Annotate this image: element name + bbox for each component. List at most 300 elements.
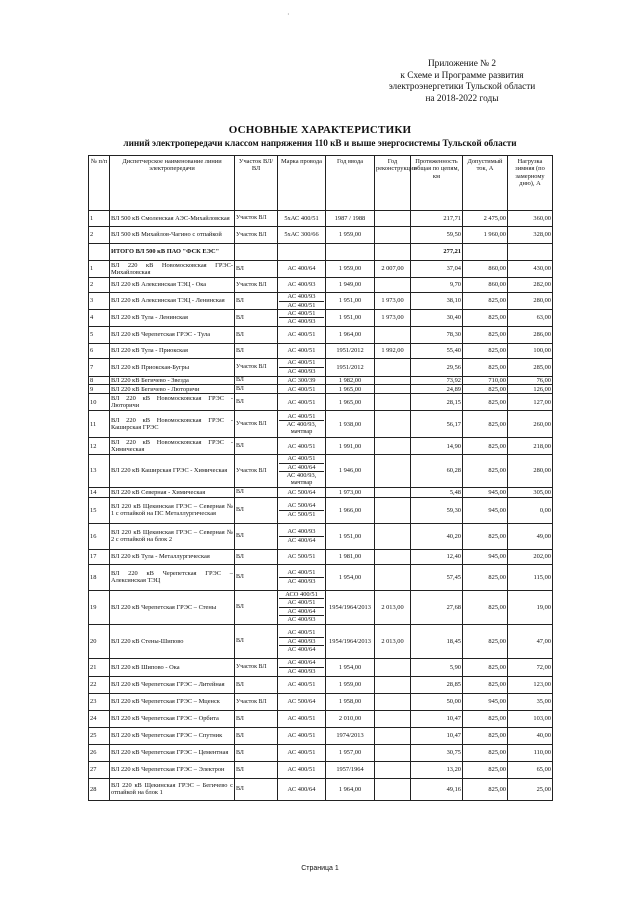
row-number: 7 <box>89 358 110 376</box>
allowable-current: 825,00 <box>463 293 508 310</box>
wire-brand: АС 400/64 <box>287 265 316 273</box>
commission-year: 1954/1964/2013 <box>326 624 375 658</box>
section-type: ВЛ <box>235 343 278 358</box>
row-number: 18 <box>89 564 110 590</box>
winter-load: 0,00 <box>508 497 553 523</box>
wire-brand-cell <box>278 376 326 384</box>
wire-brand: АС 500/64 <box>287 698 316 706</box>
allowable-current: 945,00 <box>463 497 508 523</box>
allowable-current: 945,00 <box>463 487 508 497</box>
line-name: ВЛ 220 кВ Черепетская ГРЭС – Мценск <box>110 693 235 710</box>
row-number: 1 <box>89 261 110 278</box>
reconstruction-year <box>375 438 411 455</box>
header-load: Нагрузка зимняя (по замерному дню), А <box>508 156 553 211</box>
commission-year: 1 964,00 <box>326 326 375 343</box>
row-number: 1 <box>89 211 110 227</box>
section-type: ВЛ <box>235 744 278 761</box>
wire-brand: АС 400/93 <box>279 577 324 585</box>
header-name: Диспетчерское наименование линии электропередачи <box>110 156 235 211</box>
row-number: 20 <box>89 624 110 658</box>
wire-brand: АС 400/64 <box>279 463 324 471</box>
section-type: ВЛ <box>235 487 278 497</box>
line-length: 10,47 <box>411 710 463 727</box>
wire-brand: АС 400/93, мачтвар <box>279 420 324 436</box>
table-row <box>89 358 553 376</box>
line-length: 30,40 <box>411 310 463 327</box>
row-number: 28 <box>89 778 110 800</box>
wire-brand-cell <box>278 211 326 227</box>
table-row <box>89 376 553 384</box>
wire-brand: АС 400/93 <box>279 367 324 375</box>
winter-load: 19,00 <box>508 590 553 624</box>
wire-brand-cell <box>278 244 326 261</box>
table-row <box>89 394 553 411</box>
winter-load: 40,00 <box>508 727 553 744</box>
section-type: Участок ВЛ <box>235 693 278 710</box>
table-row <box>89 778 553 800</box>
section-type: ВЛ <box>235 761 278 778</box>
commission-year: 1 951,00 <box>326 523 375 549</box>
appendix-line-1: Приложение № 2 <box>427 59 497 69</box>
wire-brand: АС 500/64 <box>287 502 316 510</box>
line-name: ВЛ 220 кВ Шипово - Ока <box>110 658 235 676</box>
row-number: 21 <box>89 658 110 676</box>
table-row <box>89 549 553 564</box>
line-length: 14,90 <box>411 438 463 455</box>
allowable-current: 825,00 <box>463 411 508 438</box>
section-type: ВЛ <box>235 590 278 624</box>
commission-year: 1 958,00 <box>326 693 375 710</box>
winter-load: 123,00 <box>508 676 553 693</box>
winter-load: 218,00 <box>508 438 553 455</box>
line-length: 40,20 <box>411 523 463 549</box>
line-name: ВЛ 220 кВ Тула - Приокская <box>110 343 235 358</box>
winter-load: 430,00 <box>508 261 553 278</box>
commission-year: 1 951,00 <box>326 293 375 310</box>
commission-year: 1 959,00 <box>326 227 375 244</box>
line-length: 55,40 <box>411 343 463 358</box>
line-length: 60,28 <box>411 455 463 488</box>
line-length: 37,04 <box>411 261 463 278</box>
wire-brand: 5хАС 400/51 <box>284 214 319 222</box>
table-row <box>89 211 553 227</box>
section-type: ВЛ <box>235 624 278 658</box>
row-number: 24 <box>89 710 110 727</box>
row-number: 5 <box>89 326 110 343</box>
winter-load: 65,00 <box>508 761 553 778</box>
commission-year: 1 951,00 <box>326 310 375 327</box>
wire-brand: АС 400/93 <box>287 528 316 536</box>
allowable-current: 825,00 <box>463 744 508 761</box>
table-row <box>89 497 553 523</box>
reconstruction-year <box>375 278 411 293</box>
line-name: ВЛ 220 кВ Бегичево - Люторичи <box>110 385 235 394</box>
winter-load: 280,00 <box>508 455 553 488</box>
wire-brand-cell <box>278 710 326 727</box>
line-name: ВЛ 500 кВ Михайлов-Чагино с отпайкой <box>110 227 235 244</box>
wire-brand: АС 400/64 <box>279 607 324 615</box>
reconstruction-year: 2 007,00 <box>375 261 411 278</box>
commission-year: 1 938,00 <box>326 411 375 438</box>
line-name: ВЛ 220 кВ Приокская-Бугры <box>110 358 235 376</box>
allowable-current: 825,00 <box>463 564 508 590</box>
line-name: ВЛ 220 кВ Щекинская ГРЭС – Северная № 1 с отпайкой на ПС Металлургическая <box>110 497 235 523</box>
commission-year: 1 966,00 <box>326 497 375 523</box>
wire-brand-cell <box>278 326 326 343</box>
section-type: ВЛ <box>235 438 278 455</box>
section-type: ВЛ <box>235 564 278 590</box>
row-number: 14 <box>89 487 110 497</box>
line-name: ВЛ 220 кВ Новомосковская ГРЭС - Люторичи <box>111 394 233 410</box>
section-type: ВЛ <box>235 326 278 343</box>
document-title <box>60 124 580 148</box>
wire-brand: АС 500/64 <box>287 488 316 496</box>
line-name: ВЛ 220 кВ Алексинская ТЭЦ - Ленинская <box>110 293 235 310</box>
reconstruction-year <box>375 411 411 438</box>
wire-brand: АС 400/51 <box>287 331 316 339</box>
commission-year: 1951/2012 <box>326 343 375 358</box>
reconstruction-year <box>375 497 411 523</box>
section-type: ВЛ <box>235 523 278 549</box>
allowable-current: 825,00 <box>463 343 508 358</box>
allowable-current: 825,00 <box>463 710 508 727</box>
scan-mark: · <box>287 10 290 19</box>
allowable-current: 825,00 <box>463 761 508 778</box>
wire-brand-cell <box>278 693 326 710</box>
table-row <box>89 676 553 693</box>
line-length: 78,30 <box>411 326 463 343</box>
line-name: ВЛ 220 кВ Новомосковская ГРЭС - Каширская ГРЭС <box>110 411 235 438</box>
winter-load: 115,00 <box>508 564 553 590</box>
wire-brand-cell <box>278 394 326 411</box>
allowable-current: 945,00 <box>463 549 508 564</box>
section-type: ВЛ <box>235 310 278 327</box>
winter-load: 127,00 <box>508 394 553 411</box>
commission-year: 1 957,00 <box>326 744 375 761</box>
wire-brand: АС 400/51 <box>279 598 324 606</box>
line-length: 50,00 <box>411 693 463 710</box>
line-name: ВЛ 220 кВ Черепетская ГРЭС – Электрон <box>110 761 235 778</box>
commission-year: 1 964,00 <box>326 778 375 800</box>
table-row <box>89 658 553 676</box>
reconstruction-year <box>375 710 411 727</box>
wire-brand-cell <box>278 658 326 676</box>
wire-brand-cell <box>278 343 326 358</box>
table-row <box>89 761 553 778</box>
reconstruction-year <box>375 658 411 676</box>
section-type: Участок ВЛ <box>235 411 278 438</box>
allowable-current: 710,00 <box>463 376 508 384</box>
table-row <box>89 710 553 727</box>
line-name: ВЛ 220 кВ Стены-Шипово <box>110 624 235 658</box>
wire-brand-cell <box>278 385 326 394</box>
wire-brand: АС 400/93 <box>279 615 324 623</box>
commission-year: 1974/2013 <box>326 727 375 744</box>
row-number: 11 <box>89 411 110 438</box>
line-length: 24,89 <box>411 385 463 394</box>
line-name: ВЛ 220 кВ Бегичево - Звезда <box>110 376 235 384</box>
reconstruction-year: 2 013,00 <box>375 624 411 658</box>
header-year: Год ввода <box>326 156 375 211</box>
wire-brand: АС 400/51 <box>287 715 316 723</box>
winter-load: 280,00 <box>508 293 553 310</box>
allowable-current: 825,00 <box>463 523 508 549</box>
reconstruction-year <box>375 778 411 800</box>
reconstruction-year: 2 013,00 <box>375 590 411 624</box>
wire-brand: АС 300/39 <box>287 376 316 384</box>
wire-brand: АС 400/93 <box>287 281 316 289</box>
wire-brand-cell <box>278 676 326 693</box>
line-length: 10,47 <box>411 727 463 744</box>
line-length: 9,70 <box>411 278 463 293</box>
line-name: ВЛ 220 кВ Каширская ГРЭС - Химическая <box>110 455 235 488</box>
line-length: 27,68 <box>411 590 463 624</box>
line-name: ВЛ 500 кВ Смоленская АЭС-Михайловская <box>110 211 235 227</box>
section-type: ВЛ <box>235 293 278 310</box>
row-number: 8 <box>89 376 110 384</box>
wire-brand: АС 400/93 <box>279 667 324 675</box>
line-name: ВЛ 220 кВ Алексинская ТЭЦ - Ока <box>110 278 235 293</box>
row-number: 2 <box>89 227 110 244</box>
row-number: 15 <box>89 497 110 523</box>
allowable-current: 825,00 <box>463 310 508 327</box>
section-type: Участок ВЛ <box>235 358 278 376</box>
wire-brand-cell <box>278 310 326 327</box>
table-row <box>89 727 553 744</box>
row-number: 6 <box>89 343 110 358</box>
winter-load: 35,00 <box>508 693 553 710</box>
wire-brand-cell <box>278 549 326 564</box>
title-subtitle: линий электропередачи классом напряжения 110 кВ и выше энергосистемы Тульской области <box>123 138 517 148</box>
row-number: 26 <box>89 744 110 761</box>
allowable-current: 825,00 <box>463 326 508 343</box>
line-name: ВЛ 220 кВ Северная - Химическая <box>110 487 235 497</box>
reconstruction-year <box>375 244 411 261</box>
wire-brand-cell <box>278 564 326 590</box>
row-number: 10 <box>89 394 110 411</box>
commission-year: 1951/2012 <box>326 358 375 376</box>
winter-load: 76,00 <box>508 376 553 384</box>
allowable-current: 825,00 <box>463 455 508 488</box>
section-type: Участок ВЛ <box>235 278 278 293</box>
line-length: 18,45 <box>411 624 463 658</box>
reconstruction-year <box>375 394 411 411</box>
line-length: 49,16 <box>411 778 463 800</box>
table-row <box>89 385 553 394</box>
allowable-current: 860,00 <box>463 261 508 278</box>
table-row <box>89 744 553 761</box>
winter-load: 260,00 <box>508 411 553 438</box>
line-name: ВЛ 220 кВ Тула - Ленинская <box>110 310 235 327</box>
line-length: 30,75 <box>411 744 463 761</box>
header-wire: Марка провода <box>278 156 326 211</box>
reconstruction-year <box>375 376 411 384</box>
allowable-current: 825,00 <box>463 658 508 676</box>
wire-brand: АС 400/51 <box>287 732 316 740</box>
commission-year: 1 991,00 <box>326 438 375 455</box>
table-row <box>89 624 553 658</box>
line-length: 29,56 <box>411 358 463 376</box>
wire-brand: АС 400/93 <box>279 637 324 645</box>
winter-load: 103,00 <box>508 710 553 727</box>
reconstruction-year <box>375 693 411 710</box>
wire-brand: АСО 400/51 <box>285 591 318 599</box>
wire-brand: АС 400/51 <box>287 398 316 406</box>
table-row <box>89 278 553 293</box>
wire-brand: АС 400/51 <box>287 766 316 774</box>
reconstruction-year <box>375 549 411 564</box>
wire-brand: АС 400/51 <box>287 442 316 450</box>
section-type: ВЛ <box>235 385 278 394</box>
line-name: ВЛ 220 кВ Черепетская ГРЭС – Спутник <box>110 727 235 744</box>
table-row <box>89 227 553 244</box>
power-lines-table <box>88 155 553 801</box>
line-name: ИТОГО ВЛ 500 кВ ПАО "ФСК ЕЭС" <box>110 244 235 261</box>
line-length: 13,20 <box>411 761 463 778</box>
commission-year: 2 010,00 <box>326 710 375 727</box>
row-number: 19 <box>89 590 110 624</box>
commission-year: 1 954,00 <box>326 658 375 676</box>
table-row <box>89 310 553 327</box>
row-number: 13 <box>89 455 110 488</box>
table-row <box>89 343 553 358</box>
allowable-current: 825,00 <box>463 438 508 455</box>
wire-brand-cell <box>278 438 326 455</box>
section-type <box>235 244 278 261</box>
allowable-current: 860,00 <box>463 278 508 293</box>
table-row <box>89 411 553 438</box>
wire-brand: 5хАС 300/66 <box>284 231 319 239</box>
reconstruction-year <box>375 676 411 693</box>
commission-year: 1 965,00 <box>326 394 375 411</box>
allowable-current: 825,00 <box>463 590 508 624</box>
wire-brand-cell <box>278 455 326 488</box>
wire-brand: АС 400/51 <box>287 359 316 367</box>
wire-brand: АС 400/51 <box>287 385 316 393</box>
section-type: ВЛ <box>235 710 278 727</box>
winter-load: 25,00 <box>508 778 553 800</box>
section-type: ВЛ <box>235 376 278 384</box>
reconstruction-year <box>375 523 411 549</box>
reconstruction-year <box>375 385 411 394</box>
wire-brand: АС 400/51 <box>287 455 316 463</box>
line-length: 56,17 <box>411 411 463 438</box>
line-name: ВЛ 220 кВ Щекинская ГРЭС – Северная № 2 с отпайкой на блок 2 <box>110 523 235 549</box>
table-row <box>89 590 553 624</box>
line-name: ВЛ 220 кВ Новомосковская ГРЭС-Михайловская <box>111 261 233 276</box>
wire-brand: АС 500/51 <box>279 510 324 518</box>
winter-load: 305,00 <box>508 487 553 497</box>
row-number: 12 <box>89 438 110 455</box>
table-row <box>89 261 553 278</box>
table-row <box>89 455 553 488</box>
line-length: 73,92 <box>411 376 463 384</box>
wire-brand: АС 400/51 <box>287 412 316 420</box>
commission-year: 1 981,00 <box>326 549 375 564</box>
wire-brand: АС 400/93 <box>287 293 316 301</box>
allowable-current: 945,00 <box>463 693 508 710</box>
section-type: ВЛ <box>235 394 278 411</box>
commission-year: 1 954,00 <box>326 564 375 590</box>
wire-brand: АС 400/51 <box>287 310 316 317</box>
winter-load: 63,00 <box>508 310 553 327</box>
allowable-current: 825,00 <box>463 778 508 800</box>
wire-brand: АС 400/64 <box>287 785 316 793</box>
appendix-line-4: на 2018-2022 годы <box>425 93 499 104</box>
header-length: Протяженность общая по цепям, км <box>411 156 463 211</box>
allowable-current: 825,00 <box>463 385 508 394</box>
wire-brand: АС 400/93, мачтвар <box>279 471 324 487</box>
line-length: 59,50 <box>411 227 463 244</box>
line-length: 5,90 <box>411 658 463 676</box>
table-header-row <box>89 156 553 211</box>
row-number: 16 <box>89 523 110 549</box>
commission-year: 1 949,00 <box>326 278 375 293</box>
line-length: 57,45 <box>411 564 463 590</box>
row-number: 2 <box>89 278 110 293</box>
wire-brand: АС 400/51 <box>287 749 316 757</box>
allowable-current <box>463 244 508 261</box>
winter-load: 282,00 <box>508 278 553 293</box>
reconstruction-year <box>375 744 411 761</box>
line-name: ВЛ 220 кВ Черепетская ГРЭС – Стены <box>110 590 235 624</box>
row-number: 4 <box>89 310 110 327</box>
appendix-note <box>370 59 554 105</box>
wire-brand: АС 400/64 <box>287 659 316 667</box>
line-length: 28,85 <box>411 676 463 693</box>
line-name: ВЛ 220 кВ Черепетская ГРЭС – Цементная <box>110 744 235 761</box>
table-total-row <box>89 244 553 261</box>
allowable-current: 2 475,00 <box>463 211 508 227</box>
row-number: 22 <box>89 676 110 693</box>
section-type: ВЛ <box>235 676 278 693</box>
reconstruction-year: 1 973,00 <box>375 293 411 310</box>
wire-brand-cell <box>278 278 326 293</box>
commission-year: 1954/1964/2013 <box>326 590 375 624</box>
line-name: ВЛ 220 кВ Щекинская ГРЭС – Бегичево с отпайкой на блок 1 <box>110 778 235 800</box>
winter-load: 110,00 <box>508 744 553 761</box>
reconstruction-year <box>375 487 411 497</box>
winter-load: 328,00 <box>508 227 553 244</box>
wire-brand-cell <box>278 293 326 310</box>
reconstruction-year: 1 973,00 <box>375 310 411 327</box>
header-recon: Год реконструкции <box>375 156 411 211</box>
line-length: 59,30 <box>411 497 463 523</box>
page-footer: Страница 1 <box>301 865 339 872</box>
winter-load: 47,00 <box>508 624 553 658</box>
line-length: 217,71 <box>411 211 463 227</box>
allowable-current: 825,00 <box>463 624 508 658</box>
table-row <box>89 487 553 497</box>
commission-year: 1 973,00 <box>326 487 375 497</box>
winter-load: 285,00 <box>508 358 553 376</box>
reconstruction-year <box>375 761 411 778</box>
wire-brand-cell <box>278 761 326 778</box>
commission-year: 1957/1964 <box>326 761 375 778</box>
row-number: 9 <box>89 385 110 394</box>
row-number: 27 <box>89 761 110 778</box>
row-number <box>89 244 110 261</box>
header-current: Допустимый ток, А <box>463 156 508 211</box>
wire-brand-cell <box>278 523 326 549</box>
wire-brand: АС 400/64 <box>279 536 324 544</box>
reconstruction-year <box>375 564 411 590</box>
wire-brand-cell <box>278 727 326 744</box>
wire-brand-cell <box>278 227 326 244</box>
allowable-current: 825,00 <box>463 676 508 693</box>
allowable-current: 1 960,00 <box>463 227 508 244</box>
winter-load: 72,00 <box>508 658 553 676</box>
